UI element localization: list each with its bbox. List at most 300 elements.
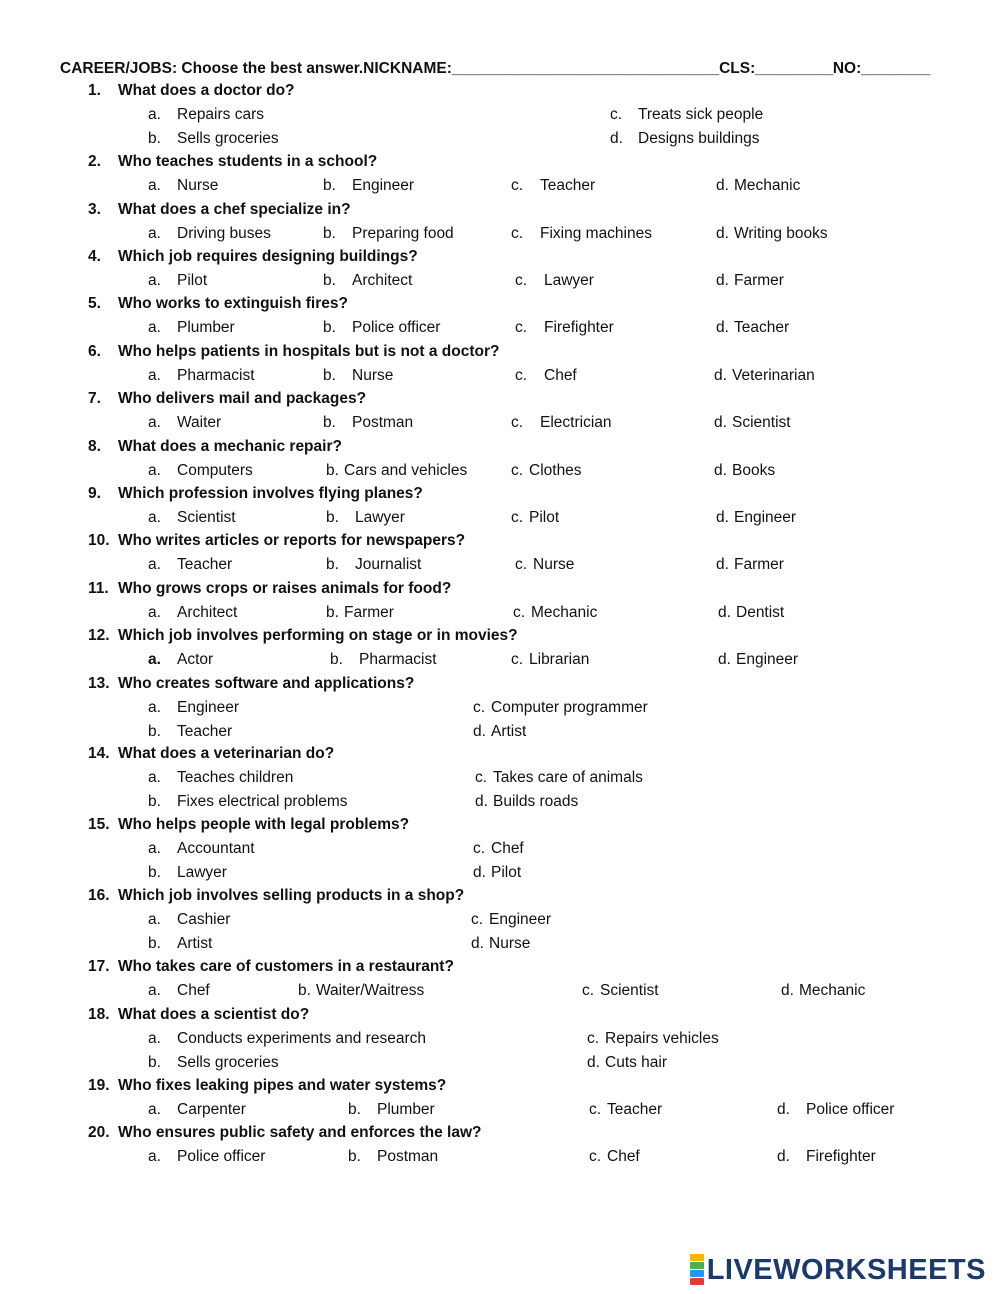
answer-option-c[interactable]: [475, 769, 643, 787]
question-16: [88, 887, 464, 905]
option-text: Nurse: [177, 177, 219, 194]
question-number: 5.: [88, 295, 101, 312]
answer-option-c[interactable]: [515, 367, 577, 385]
answer-option-a[interactable]: [148, 699, 239, 717]
question-number: 2.: [88, 153, 101, 170]
answer-option-b[interactable]: [323, 272, 412, 290]
question-12: [88, 627, 518, 645]
question-text: Who ensures public safety and enforces the law?: [118, 1124, 482, 1141]
option-letter: d.: [610, 130, 623, 147]
option-letter: a.: [148, 604, 161, 621]
answer-option-a[interactable]: [148, 1030, 426, 1048]
question-14: [88, 745, 334, 763]
question-6: [88, 343, 499, 361]
option-letter: b.: [148, 935, 161, 952]
question-text: Who helps people with legal problems?: [118, 816, 410, 833]
answer-option-a[interactable]: [148, 982, 210, 1000]
question-number: 4.: [88, 248, 101, 265]
option-letter: b.: [148, 1054, 161, 1071]
answer-option-d[interactable]: [714, 367, 815, 385]
option-text: Architect: [177, 604, 238, 621]
question-2: [88, 153, 377, 171]
question-number: 7.: [88, 390, 101, 407]
answer-option-d[interactable]: [716, 177, 800, 195]
option-letter: c.: [511, 225, 524, 242]
option-letter: a.: [148, 982, 161, 999]
option-text: Nurse: [352, 367, 394, 384]
answer-option-c[interactable]: [515, 319, 614, 337]
answer-option-c[interactable]: [473, 840, 524, 858]
answer-option-d[interactable]: [610, 130, 760, 148]
option-text: Electrician: [540, 414, 612, 431]
option-text: Teacher: [607, 1101, 663, 1118]
option-text: Engineer: [736, 651, 799, 668]
option-text: Architect: [352, 272, 413, 289]
option-text: Scientist: [732, 414, 791, 431]
option-letter: a.: [148, 319, 161, 336]
answer-option-c[interactable]: [513, 604, 597, 622]
question-text: Which job involves selling products in a shop?: [118, 887, 465, 904]
answer-option-b[interactable]: [323, 319, 440, 337]
option-text: Plumber: [377, 1101, 435, 1118]
option-letter: c.: [511, 177, 524, 194]
answer-option-d[interactable]: [716, 225, 828, 243]
option-letter: d.: [473, 723, 486, 740]
option-letter: c.: [511, 462, 524, 479]
question-number: 12.: [88, 627, 110, 644]
question-1: [88, 82, 295, 100]
question-19: [88, 1077, 446, 1095]
option-text: Dentist: [736, 604, 785, 621]
answer-option-b[interactable]: [148, 723, 232, 741]
option-text: Cars and vehicles: [344, 462, 468, 479]
answer-option-d[interactable]: [781, 982, 865, 1000]
option-letter: b.: [323, 225, 336, 242]
option-letter: d.: [716, 556, 729, 573]
liveworksheets-icon: [690, 1254, 704, 1286]
option-letter: d.: [716, 509, 729, 526]
answer-option-c[interactable]: [582, 982, 659, 1000]
option-letter: a.: [148, 556, 161, 573]
option-letter: d.: [716, 225, 729, 242]
answer-option-b[interactable]: [326, 556, 421, 574]
question-number: 15.: [88, 816, 110, 833]
option-text: Writing books: [734, 225, 828, 242]
answer-option-c[interactable]: [587, 1030, 719, 1048]
option-text: Engineer: [352, 177, 415, 194]
question-text: What does a mechanic repair?: [118, 438, 342, 455]
question-number: 18.: [88, 1006, 110, 1023]
option-letter: d.: [716, 272, 729, 289]
question-8: [88, 438, 342, 456]
option-letter: a.: [148, 225, 161, 242]
option-text: Teacher: [177, 723, 233, 740]
option-text: Plumber: [177, 319, 235, 336]
question-20: [88, 1124, 481, 1142]
answer-option-d[interactable]: [777, 1101, 894, 1119]
option-letter: b.: [148, 723, 161, 740]
answer-option-c[interactable]: [511, 651, 589, 669]
answer-option-b[interactable]: [323, 414, 413, 432]
question-11: [88, 580, 451, 598]
answer-option-b[interactable]: [330, 651, 437, 669]
answer-option-c[interactable]: [471, 911, 551, 929]
option-text: Artist: [177, 935, 213, 952]
answer-option-b[interactable]: [148, 793, 348, 811]
option-letter: d.: [714, 414, 727, 431]
option-letter: c.: [515, 272, 528, 289]
answer-option-c[interactable]: [511, 462, 582, 480]
option-text: Farmer: [344, 604, 394, 621]
answer-option-c[interactable]: [511, 509, 559, 527]
answer-option-b[interactable]: [323, 367, 393, 385]
question-4: [88, 248, 418, 266]
option-text: Police officer: [177, 1148, 266, 1165]
question-number: 14.: [88, 745, 110, 762]
answer-option-b[interactable]: [148, 1054, 279, 1072]
option-letter: a.: [148, 177, 161, 194]
option-text: Actor: [177, 651, 214, 668]
option-text: Sells groceries: [177, 130, 279, 147]
logo-icon-bar: [690, 1262, 704, 1269]
answer-option-c[interactable]: [511, 414, 612, 432]
option-text: Pharmacist: [359, 651, 437, 668]
option-letter: b.: [326, 509, 339, 526]
answer-option-d[interactable]: [714, 462, 775, 480]
answer-option-a[interactable]: [148, 604, 237, 622]
option-text: Chef: [544, 367, 577, 384]
answer-option-b[interactable]: [326, 462, 467, 480]
option-text: Pilot: [177, 272, 208, 289]
option-letter: d.: [777, 1148, 790, 1165]
option-letter: c.: [587, 1030, 600, 1047]
option-letter: a.: [148, 272, 161, 289]
option-letter: c.: [515, 367, 528, 384]
question-15: [88, 816, 409, 834]
answer-option-c[interactable]: [515, 272, 594, 290]
answer-option-a[interactable]: [148, 1101, 246, 1119]
answer-option-d[interactable]: [716, 272, 784, 290]
answer-option-a[interactable]: [148, 106, 264, 124]
question-number: 20.: [88, 1124, 110, 1141]
option-letter: a.: [148, 462, 161, 479]
question-18: [88, 1006, 309, 1024]
answer-option-b[interactable]: [326, 509, 405, 527]
option-text: Engineer: [177, 699, 240, 716]
question-number: 10.: [88, 532, 110, 549]
answer-option-d[interactable]: [718, 604, 784, 622]
question-number: 8.: [88, 438, 101, 455]
option-letter: c.: [589, 1101, 602, 1118]
option-text: Chef: [491, 840, 524, 857]
option-text: Computer programmer: [491, 699, 648, 716]
answer-option-a[interactable]: [148, 272, 207, 290]
logo-text: LIVEWORKSHEETS: [706, 1253, 986, 1286]
answer-option-b[interactable]: [148, 130, 279, 148]
option-text: Nurse: [489, 935, 531, 952]
option-letter: c.: [511, 414, 524, 431]
option-text: Farmer: [734, 556, 784, 573]
option-text: Repairs vehicles: [605, 1030, 719, 1047]
answer-option-d[interactable]: [716, 319, 789, 337]
answer-option-b[interactable]: [148, 864, 227, 882]
option-letter: b.: [323, 367, 336, 384]
answer-option-a[interactable]: [148, 509, 236, 527]
option-letter: d.: [777, 1101, 790, 1118]
answer-option-c[interactable]: [589, 1101, 662, 1119]
question-number: 11.: [88, 580, 109, 597]
answer-option-a[interactable]: [148, 414, 221, 432]
answer-option-d[interactable]: [475, 793, 578, 811]
logo-icon-bar: [690, 1278, 704, 1285]
option-text: Teacher: [177, 556, 233, 573]
option-text: Postman: [352, 414, 414, 431]
question-text: What does a scientist do?: [118, 1006, 310, 1023]
option-letter: d.: [471, 935, 484, 952]
option-letter: c.: [515, 556, 528, 573]
question-text: Who takes care of customers in a restaurant?: [118, 958, 454, 975]
answer-option-a[interactable]: [148, 556, 232, 574]
answer-option-b[interactable]: [323, 177, 414, 195]
option-letter: d.: [714, 462, 727, 479]
question-text: Which profession involves flying planes?: [118, 485, 423, 502]
answer-option-d[interactable]: [587, 1054, 667, 1072]
option-letter: b.: [330, 651, 343, 668]
answer-option-d[interactable]: [714, 414, 791, 432]
question-number: 1.: [88, 82, 101, 99]
option-text: Engineer: [734, 509, 797, 526]
question-text: What does a veterinarian do?: [118, 745, 335, 762]
option-text: Conducts experiments and research: [177, 1030, 426, 1047]
answer-option-b[interactable]: [323, 225, 454, 243]
answer-option-d[interactable]: [471, 935, 530, 953]
question-number: 17.: [88, 958, 110, 975]
option-text: Postman: [377, 1148, 439, 1165]
question-text: Who grows crops or raises animals for food?: [118, 580, 452, 597]
option-text: Takes care of animals: [493, 769, 643, 786]
answer-option-a[interactable]: [148, 911, 230, 929]
option-letter: b.: [298, 982, 311, 999]
question-3: [88, 201, 351, 219]
option-letter: d.: [718, 604, 731, 621]
option-letter: c.: [471, 911, 484, 928]
answer-option-b[interactable]: [298, 982, 424, 1000]
option-letter: a.: [148, 106, 161, 123]
option-letter: d.: [714, 367, 727, 384]
option-text: Nurse: [533, 556, 575, 573]
option-text: Firefighter: [544, 319, 614, 336]
option-text: Builds roads: [493, 793, 579, 810]
answer-option-a[interactable]: [148, 1148, 265, 1166]
option-letter: d.: [587, 1054, 600, 1071]
answer-option-d[interactable]: [777, 1148, 876, 1166]
answer-option-a[interactable]: [148, 769, 293, 787]
option-text: Journalist: [355, 556, 422, 573]
option-letter: c.: [475, 769, 488, 786]
answer-option-c[interactable]: [473, 699, 648, 717]
option-text: Fixing machines: [540, 225, 652, 242]
option-letter: a.: [148, 840, 161, 857]
question-number: 16.: [88, 887, 110, 904]
option-letter: b.: [323, 177, 336, 194]
option-letter: d.: [473, 864, 486, 881]
question-9: [88, 485, 423, 503]
answer-option-d[interactable]: [716, 556, 784, 574]
option-text: Pilot: [529, 509, 560, 526]
option-letter: c.: [511, 651, 524, 668]
option-text: Mechanic: [734, 177, 801, 194]
question-17: [88, 958, 454, 976]
question-7: [88, 390, 366, 408]
option-text: Driving buses: [177, 225, 271, 242]
option-text: Lawyer: [355, 509, 405, 526]
option-text: Scientist: [177, 509, 236, 526]
option-letter: c.: [511, 509, 524, 526]
answer-option-a[interactable]: [148, 319, 235, 337]
option-text: Preparing food: [352, 225, 454, 242]
question-text: Which job involves performing on stage or in movies?: [118, 627, 518, 644]
option-text: Books: [732, 462, 776, 479]
answer-option-d[interactable]: [716, 509, 796, 527]
answer-option-a[interactable]: [148, 840, 255, 858]
option-text: Librarian: [529, 651, 590, 668]
option-text: Lawyer: [177, 864, 227, 881]
option-letter: d.: [781, 982, 794, 999]
option-text: Teacher: [734, 319, 790, 336]
answer-option-b[interactable]: [348, 1101, 435, 1119]
option-text: Pharmacist: [177, 367, 255, 384]
option-text: Cuts hair: [605, 1054, 668, 1071]
question-number: 6.: [88, 343, 101, 360]
answer-option-c[interactable]: [515, 556, 574, 574]
option-letter: c.: [610, 106, 623, 123]
option-text: Engineer: [489, 911, 552, 928]
option-letter: b.: [348, 1101, 361, 1118]
worksheet-header: CAREER/JOBS: Choose the best answer.NICKNAME:_______________________________CLS:_________NO:________: [60, 60, 931, 77]
question-text: Who fixes leaking pipes and water systems?: [118, 1077, 447, 1094]
option-letter: d.: [718, 651, 731, 668]
option-text: Pilot: [491, 864, 522, 881]
option-letter: b.: [326, 556, 339, 573]
question-number: 3.: [88, 201, 101, 218]
option-letter: a.: [148, 509, 161, 526]
option-letter: b.: [323, 272, 336, 289]
question-number: 19.: [88, 1077, 110, 1094]
question-13: [88, 675, 414, 693]
option-letter: a.: [148, 699, 161, 716]
option-text: Veterinarian: [732, 367, 815, 384]
option-letter: a.: [148, 1148, 161, 1165]
question-10: [88, 532, 465, 550]
option-letter: a.: [148, 414, 161, 431]
option-text: Designs buildings: [638, 130, 760, 147]
answer-option-c[interactable]: [589, 1148, 640, 1166]
question-text: What does a doctor do?: [118, 82, 295, 99]
answer-option-b[interactable]: [326, 604, 394, 622]
question-text: Which job requires designing buildings?: [118, 248, 418, 265]
answer-option-d[interactable]: [718, 651, 798, 669]
option-text: Cashier: [177, 911, 231, 928]
answer-option-c[interactable]: [511, 177, 595, 195]
option-text: Clothes: [529, 462, 582, 479]
option-text: Teaches children: [177, 769, 294, 786]
option-letter: c.: [515, 319, 528, 336]
question-text: Who delivers mail and packages?: [118, 390, 367, 407]
answer-option-d[interactable]: [473, 723, 526, 741]
option-text: Teacher: [540, 177, 596, 194]
question-number: 13.: [88, 675, 110, 692]
option-text: Treats sick people: [638, 106, 764, 123]
option-text: Fixes electrical problems: [177, 793, 348, 810]
option-text: Mechanic: [799, 982, 866, 999]
answer-option-c[interactable]: [511, 225, 652, 243]
option-letter: a.: [148, 651, 161, 668]
option-letter: b.: [326, 604, 339, 621]
question-5: [88, 295, 348, 313]
answer-option-a[interactable]: [148, 225, 271, 243]
logo-icon-bar: [690, 1270, 704, 1277]
question-text: Who creates software and applications?: [118, 675, 415, 692]
option-text: Waiter: [177, 414, 222, 431]
option-text: Waiter/Waitress: [316, 982, 425, 999]
option-letter: a.: [148, 1101, 161, 1118]
option-letter: d.: [716, 319, 729, 336]
question-number: 9.: [88, 485, 101, 502]
liveworksheets-logo: [690, 1254, 986, 1286]
logo-icon-bar: [690, 1254, 704, 1261]
option-letter: c.: [473, 840, 486, 857]
option-text: Firefighter: [806, 1148, 876, 1165]
answer-option-b[interactable]: [348, 1148, 438, 1166]
option-text: Mechanic: [531, 604, 598, 621]
option-text: Repairs cars: [177, 106, 264, 123]
option-letter: a.: [148, 769, 161, 786]
option-text: Computers: [177, 462, 253, 479]
answer-option-a[interactable]: [148, 462, 253, 480]
option-text: Chef: [177, 982, 210, 999]
answer-option-a[interactable]: [148, 367, 255, 385]
option-letter: b.: [326, 462, 339, 479]
option-letter: b.: [148, 864, 161, 881]
answer-option-a[interactable]: [148, 177, 218, 195]
option-letter: a.: [148, 1030, 161, 1047]
answer-option-a[interactable]: [148, 651, 213, 669]
option-letter: b.: [348, 1148, 361, 1165]
option-letter: a.: [148, 911, 161, 928]
option-letter: b.: [148, 130, 161, 147]
question-text: Who works to extinguish fires?: [118, 295, 348, 312]
option-text: Chef: [607, 1148, 640, 1165]
option-text: Accountant: [177, 840, 255, 857]
option-letter: d.: [716, 177, 729, 194]
option-letter: a.: [148, 367, 161, 384]
answer-option-c[interactable]: [610, 106, 763, 124]
option-text: Police officer: [352, 319, 441, 336]
option-letter: c.: [473, 699, 486, 716]
option-letter: c.: [589, 1148, 602, 1165]
option-text: Farmer: [734, 272, 784, 289]
option-text: Scientist: [600, 982, 659, 999]
question-text: Who writes articles or reports for newspapers?: [118, 532, 466, 549]
option-letter: d.: [475, 793, 488, 810]
answer-option-b[interactable]: [148, 935, 212, 953]
option-letter: b.: [323, 319, 336, 336]
option-text: Sells groceries: [177, 1054, 279, 1071]
option-letter: c.: [513, 604, 526, 621]
option-letter: b.: [148, 793, 161, 810]
option-text: Lawyer: [544, 272, 594, 289]
answer-option-d[interactable]: [473, 864, 521, 882]
